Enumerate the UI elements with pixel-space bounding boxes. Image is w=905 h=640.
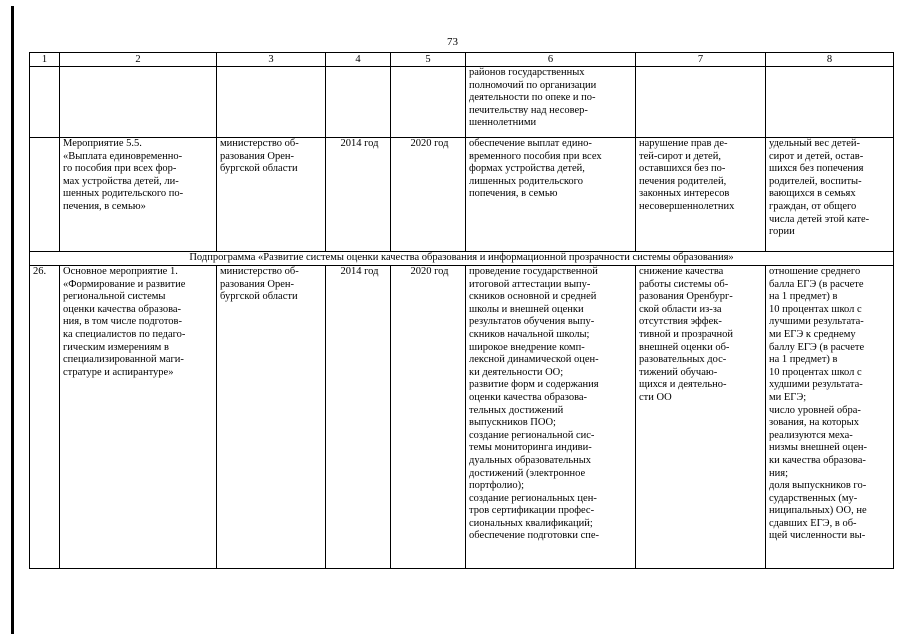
subprogram-title: Подпрограмма «Развитие системы оценки качества образования и информационной прозрачности системы образования» [30,252,894,266]
table-cell [766,67,894,138]
table-cell [30,67,60,138]
activity-name-cell: Мероприятие 5.5. «Выплата единовременно- го пособия при всех фор- мах устройства детей, ли- шенных родительского по- печения, в семью» [60,138,217,252]
measures-table [29,52,894,569]
executor-cell: министерство об- разования Орен- бургской области [217,138,326,252]
end-year-cell: 2020 год [391,266,466,569]
table-cell [391,67,466,138]
continuation-row [30,67,894,138]
column-header: 8 [766,53,894,67]
activity-name-cell: Основное мероприятие 1. «Формирование и развитие региональной системы оценки качества образова- ния, в том числе подготов- ка специалистов по педаго- гическим измерениям в специализированной маги- стратуре и аспирантуре» [60,266,217,569]
end-year-cell: 2020 год [391,138,466,252]
consequences-cell: снижение качества работы системы об- разования Оренбург- ской области из-за отсутствия эффек- тивной и прозрачной внешней оценки об- разовательных дос- тижений обучаю- щихся и деятельно- сти ОО [636,266,766,569]
row-number-cell: 26. [30,266,60,569]
activity-row-26 [30,266,894,569]
table-cell [217,67,326,138]
executor-cell: министерство об- разования Орен- бургской области [217,266,326,569]
table-cell [636,67,766,138]
subprogram-row [30,252,894,266]
activity-row-5-5 [30,138,894,252]
consequences-cell: нарушение прав де- тей-сирот и детей, оставшихся без по- печения родителей, законных интересов несовершеннолетних [636,138,766,252]
indicator-cell: удельный вес детей- сирот и детей, остав- шихся без попечения родителей, воспиты- вающихся в семьях граждан, от общего числа детей этой кате- гории [766,138,894,252]
result-cell: обеспечение выплат едино- временного пособия при всех формах устройства детей, лишенных родительского попечения, в семью [466,138,636,252]
binding-edge-line [11,6,14,634]
start-year-cell: 2014 год [326,138,391,252]
column-header: 7 [636,53,766,67]
column-header: 3 [217,53,326,67]
column-header: 5 [391,53,466,67]
table-cell [60,67,217,138]
result-cell: проведение государственной итоговой аттестации выпу- скников основной и средней школы и внешней оценки результатов обучения выпу- скников начальной школы; широкое внедрение комп- лексной динамической оцен- ки деятельности ОО; развитие форм и содержания оценки качества образова- тельных достижений выпускников ПОО; создание региональной сис- темы мониторинга индиви- дуальных образовательных достижений (электронное портфолио); создание региональных цен- тров сертификации профес- сиональных квалификаций; обеспечение подготовки спе- [466,266,636,569]
start-year-cell: 2014 год [326,266,391,569]
column-header: 4 [326,53,391,67]
column-number-row [30,53,894,67]
column-header: 1 [30,53,60,67]
table-cell [326,67,391,138]
column-header: 6 [466,53,636,67]
column-header: 2 [60,53,217,67]
result-cell: районов государственных полномочий по организации деятельности по опеке и по- печительству над несовер- шеннолетними [466,67,636,138]
indicator-cell: отношение среднего балла ЕГЭ (в расчете на 1 предмет) в 10 процентах школ с лучшими результата- ми ЕГЭ к среднему баллу ЕГЭ (в расчете на 1 предмет) в 10 процентах школ с худшими результата- ми ЕГЭ; число уровней обра- зования, на которых реализуются меха- низмы внешней оцен- ки качества образова- ния; доля выпускников го- сударственных (му- ниципальных) ОО, не сдавших ЕГЭ, в об- щей численности вы- [766,266,894,569]
page-number: 73 [447,36,458,48]
row-number-cell [30,138,60,252]
